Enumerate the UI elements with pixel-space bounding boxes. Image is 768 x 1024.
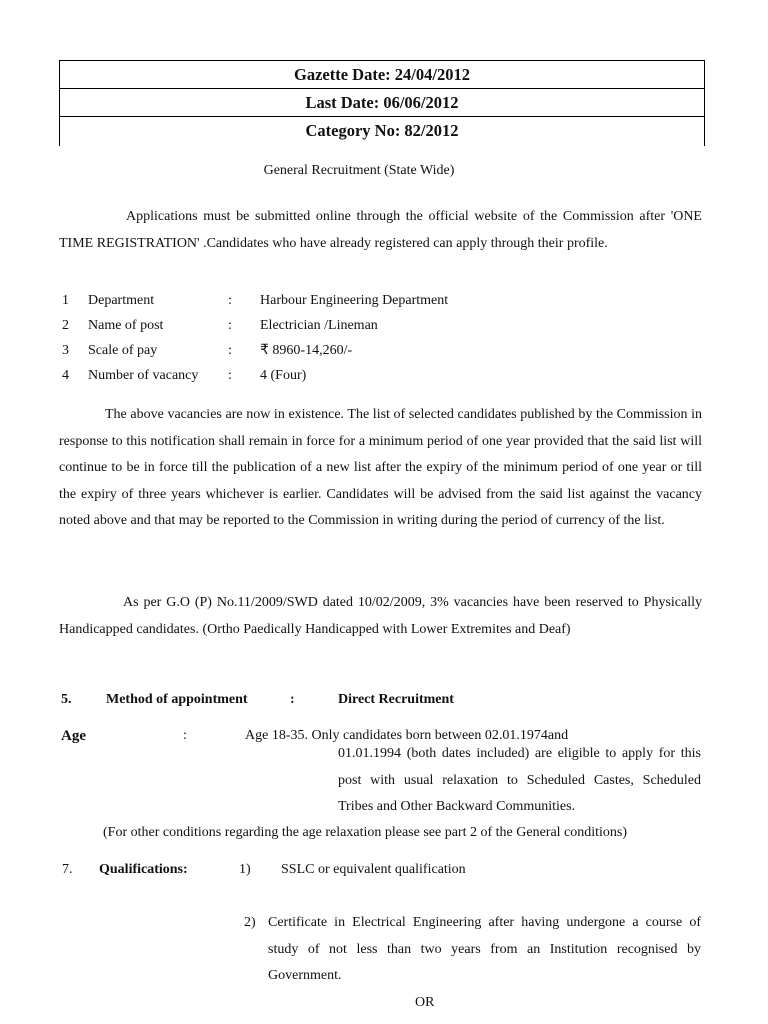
method-num: 5. (61, 692, 72, 707)
age-sep: : (183, 728, 187, 743)
detail-num: 3 (62, 343, 69, 358)
detail-label: Scale of pay (88, 343, 158, 358)
qualification-2: Certificate in Electrical Engineering after having undergone a course of study of not less than two years from an Institution recognised by Government. (268, 915, 701, 983)
qualifications-num: 7. (62, 862, 73, 877)
reservation-paragraph: As per G.O (P) No.11/2009/SWD dated 10/02/2009, 3% vacancies have been reserved to Physically Handicapped candidates. (Ortho Paedically Handicapped with Lower Extremites and Deaf) (59, 595, 702, 637)
detail-value: 4 (Four) (260, 368, 307, 383)
qualification-2-num: 2) (244, 915, 256, 930)
age-line1: Age 18-35. Only candidates born between 02.01.1974and (245, 728, 569, 743)
gazette-date: Gazette Date: 24/04/2012 (60, 61, 704, 89)
vacancy-paragraph: The above vacancies are now in existence. The list of selected candidates published by the Commission in response to this notification shall remain in force for a minimum period of one year provided that the said list will continue to be in force till the publication of a new list after the expiry of the minimum period of one year or till the expiry of three years whichever is earlier. Candidates will be advised from the said list against the vacancy noted above and that may be reported to the Commission in writing during the period of currency of the list. (59, 407, 702, 528)
detail-sep: : (228, 318, 232, 333)
method-label: Method of appointment (106, 692, 248, 707)
category-number: Category No: 82/2012 (305, 121, 459, 140)
method-sep: : (290, 692, 295, 707)
qualifications-label: Qualifications: (99, 862, 188, 877)
age-note: (For other conditions regarding the age relaxation please see part 2 of the General conditions) (103, 825, 628, 840)
detail-num: 2 (62, 318, 69, 333)
detail-value: Electrician /Lineman (260, 318, 378, 333)
detail-label: Number of vacancy (88, 368, 199, 383)
detail-label: Department (88, 293, 155, 308)
detail-value: ₹ 8960-14,260/- (260, 343, 353, 358)
qualification-1: SSLC or equivalent qualification (281, 862, 466, 877)
detail-sep: : (228, 343, 232, 358)
method-value: Direct Recruitment (338, 692, 454, 707)
qualification-1-num: 1) (239, 862, 251, 877)
detail-sep: : (228, 293, 232, 308)
intro-paragraph: Applications must be submitted online through the official website of the Commission after 'ONE TIME REGISTRATION' .Candidates who have already registered can apply through their profile. (59, 209, 702, 251)
recruitment-type: General Recruitment (State Wide) (263, 163, 455, 178)
last-date: Last Date: 06/06/2012 (60, 89, 704, 117)
detail-label: Name of post (88, 318, 164, 333)
detail-num: 4 (62, 368, 69, 383)
age-details: 01.01.1994 (both dates included) are eligible to apply for this post with usual relaxation to Scheduled Castes, Scheduled Tribes and Other Backward Communities. (338, 746, 701, 814)
detail-value: Harbour Engineering Department (260, 293, 449, 308)
detail-sep: : (228, 368, 232, 383)
age-label: Age (61, 728, 86, 744)
notification-header-table (59, 60, 705, 146)
or-separator: OR (415, 995, 435, 1010)
detail-num: 1 (62, 293, 69, 308)
